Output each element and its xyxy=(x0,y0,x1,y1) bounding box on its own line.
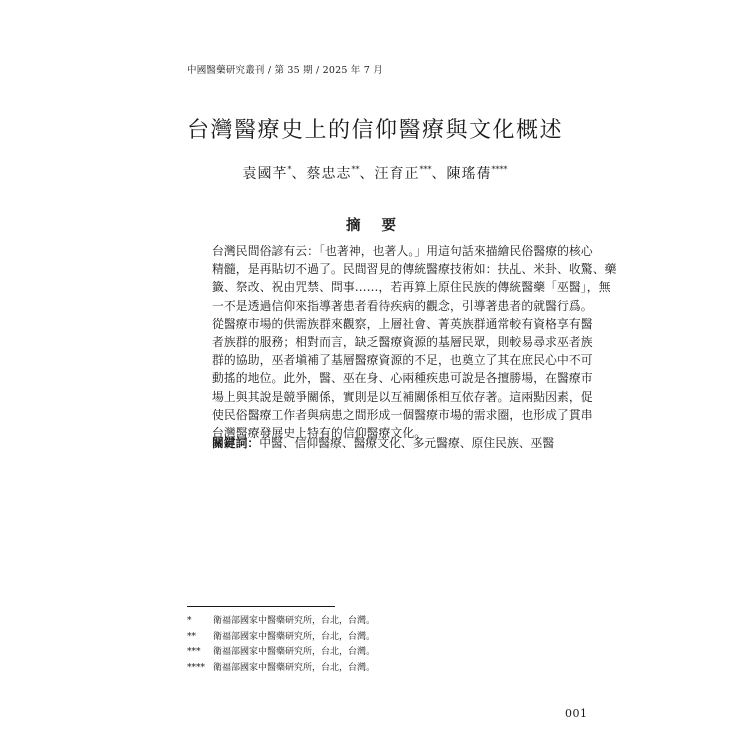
abstract-line: 精髓，是再貼切不過了。民間習見的傳統醫療技術如：扶乩、米卦、收驚、藥 xyxy=(212,262,617,277)
abstract-line: 從醫療市場的供需族群來觀察，上層社會、菁英族群通常較有資格享有醫 xyxy=(212,316,593,331)
abstract-line: 台灣民間俗諺有云：「也著神，也著人。」用這句話來描繪民俗醫療的核心 xyxy=(212,244,593,258)
abstract-line: 場上與其說是競爭關係，實則是以互補關係相互依存著。這兩點因素，促 xyxy=(212,389,593,404)
author-affiliation-mark: *** xyxy=(419,165,432,174)
author-affiliation-mark: * xyxy=(287,165,292,174)
footnote-text: 衛福部國家中醫藥研究所，台北，台灣。 xyxy=(213,616,376,626)
abstract-line: 籤、祭改、祝由咒禁、問事……，若再算上原住民族的傳統醫藥「巫醫」，無 xyxy=(212,280,611,295)
keywords xyxy=(212,434,554,451)
author-name: 陳瑤蒨 xyxy=(446,166,492,182)
footnote-mark: *** xyxy=(187,647,201,657)
author-separator: 、 xyxy=(431,166,447,182)
footnote-mark: * xyxy=(187,616,192,626)
footnote-mark: **** xyxy=(187,662,205,673)
abstract-line: 動搖的地位。此外，醫、巫在身、心兩種疾患可說是各擅勝場，在醫療市 xyxy=(212,371,593,386)
footnote xyxy=(187,630,375,646)
abstract-line: 者族群的服務；相對而言，缺乏醫療資源的基層民眾，則較易尋求巫者族 xyxy=(212,335,593,350)
author-list xyxy=(0,163,750,183)
footnote-text: 衛福部國家中醫藥研究所，台北，台灣。 xyxy=(213,662,376,673)
footnote-mark: ** xyxy=(187,631,196,642)
footnote xyxy=(187,614,375,630)
footnote-divider xyxy=(187,606,335,607)
author-affiliation-mark: ** xyxy=(351,165,360,174)
keywords-text: 中醫、信仰醫療、醫療文化、多元醫療、原住民族、巫醫 xyxy=(259,436,555,450)
abstract-body xyxy=(212,242,617,442)
footnotes xyxy=(187,614,375,676)
paper-title: 台灣醫療史上的信仰醫療與文化概述 xyxy=(186,118,563,143)
keywords-label: 關鍵詞： xyxy=(212,436,260,450)
abstract-line: 台灣醫療發展史上特有的信仰醫療文化。 xyxy=(212,426,427,441)
author-name: 汪育正 xyxy=(374,166,420,182)
abstract-line: 使民俗醫療工作者與病患之間形成一個醫療市場的需求圈，也形成了貫串 xyxy=(212,407,593,422)
abstract-line: 一不是透過信仰來指導著患者看待疾病的觀念，引導著患者的就醫行爲。 xyxy=(212,298,593,313)
abstract-heading: 摘 要 xyxy=(345,218,405,234)
author-name: 袁國芊 xyxy=(242,166,288,182)
author-affiliation-mark: **** xyxy=(491,165,508,174)
running-header: 中國醫藥研究叢刊 / 第 35 期 / 2025 年 7 月 xyxy=(187,65,383,76)
author-separator: 、 xyxy=(359,166,375,182)
author-name: 蔡忠志 xyxy=(306,166,352,182)
abstract-line: 群的協助，巫者塡補了基層醫療資源的不足，也奠立了其在庶民心中不可 xyxy=(212,353,593,368)
footnote xyxy=(187,645,375,661)
page-number: 001 xyxy=(565,707,588,720)
footnote-text: 衛福部國家中醫藥研究所，台北，台灣。 xyxy=(213,647,376,657)
footnote xyxy=(187,661,375,677)
footnote-text: 衛福部國家中醫藥研究所，台北，台灣。 xyxy=(213,631,376,642)
author-separator: 、 xyxy=(291,166,307,182)
